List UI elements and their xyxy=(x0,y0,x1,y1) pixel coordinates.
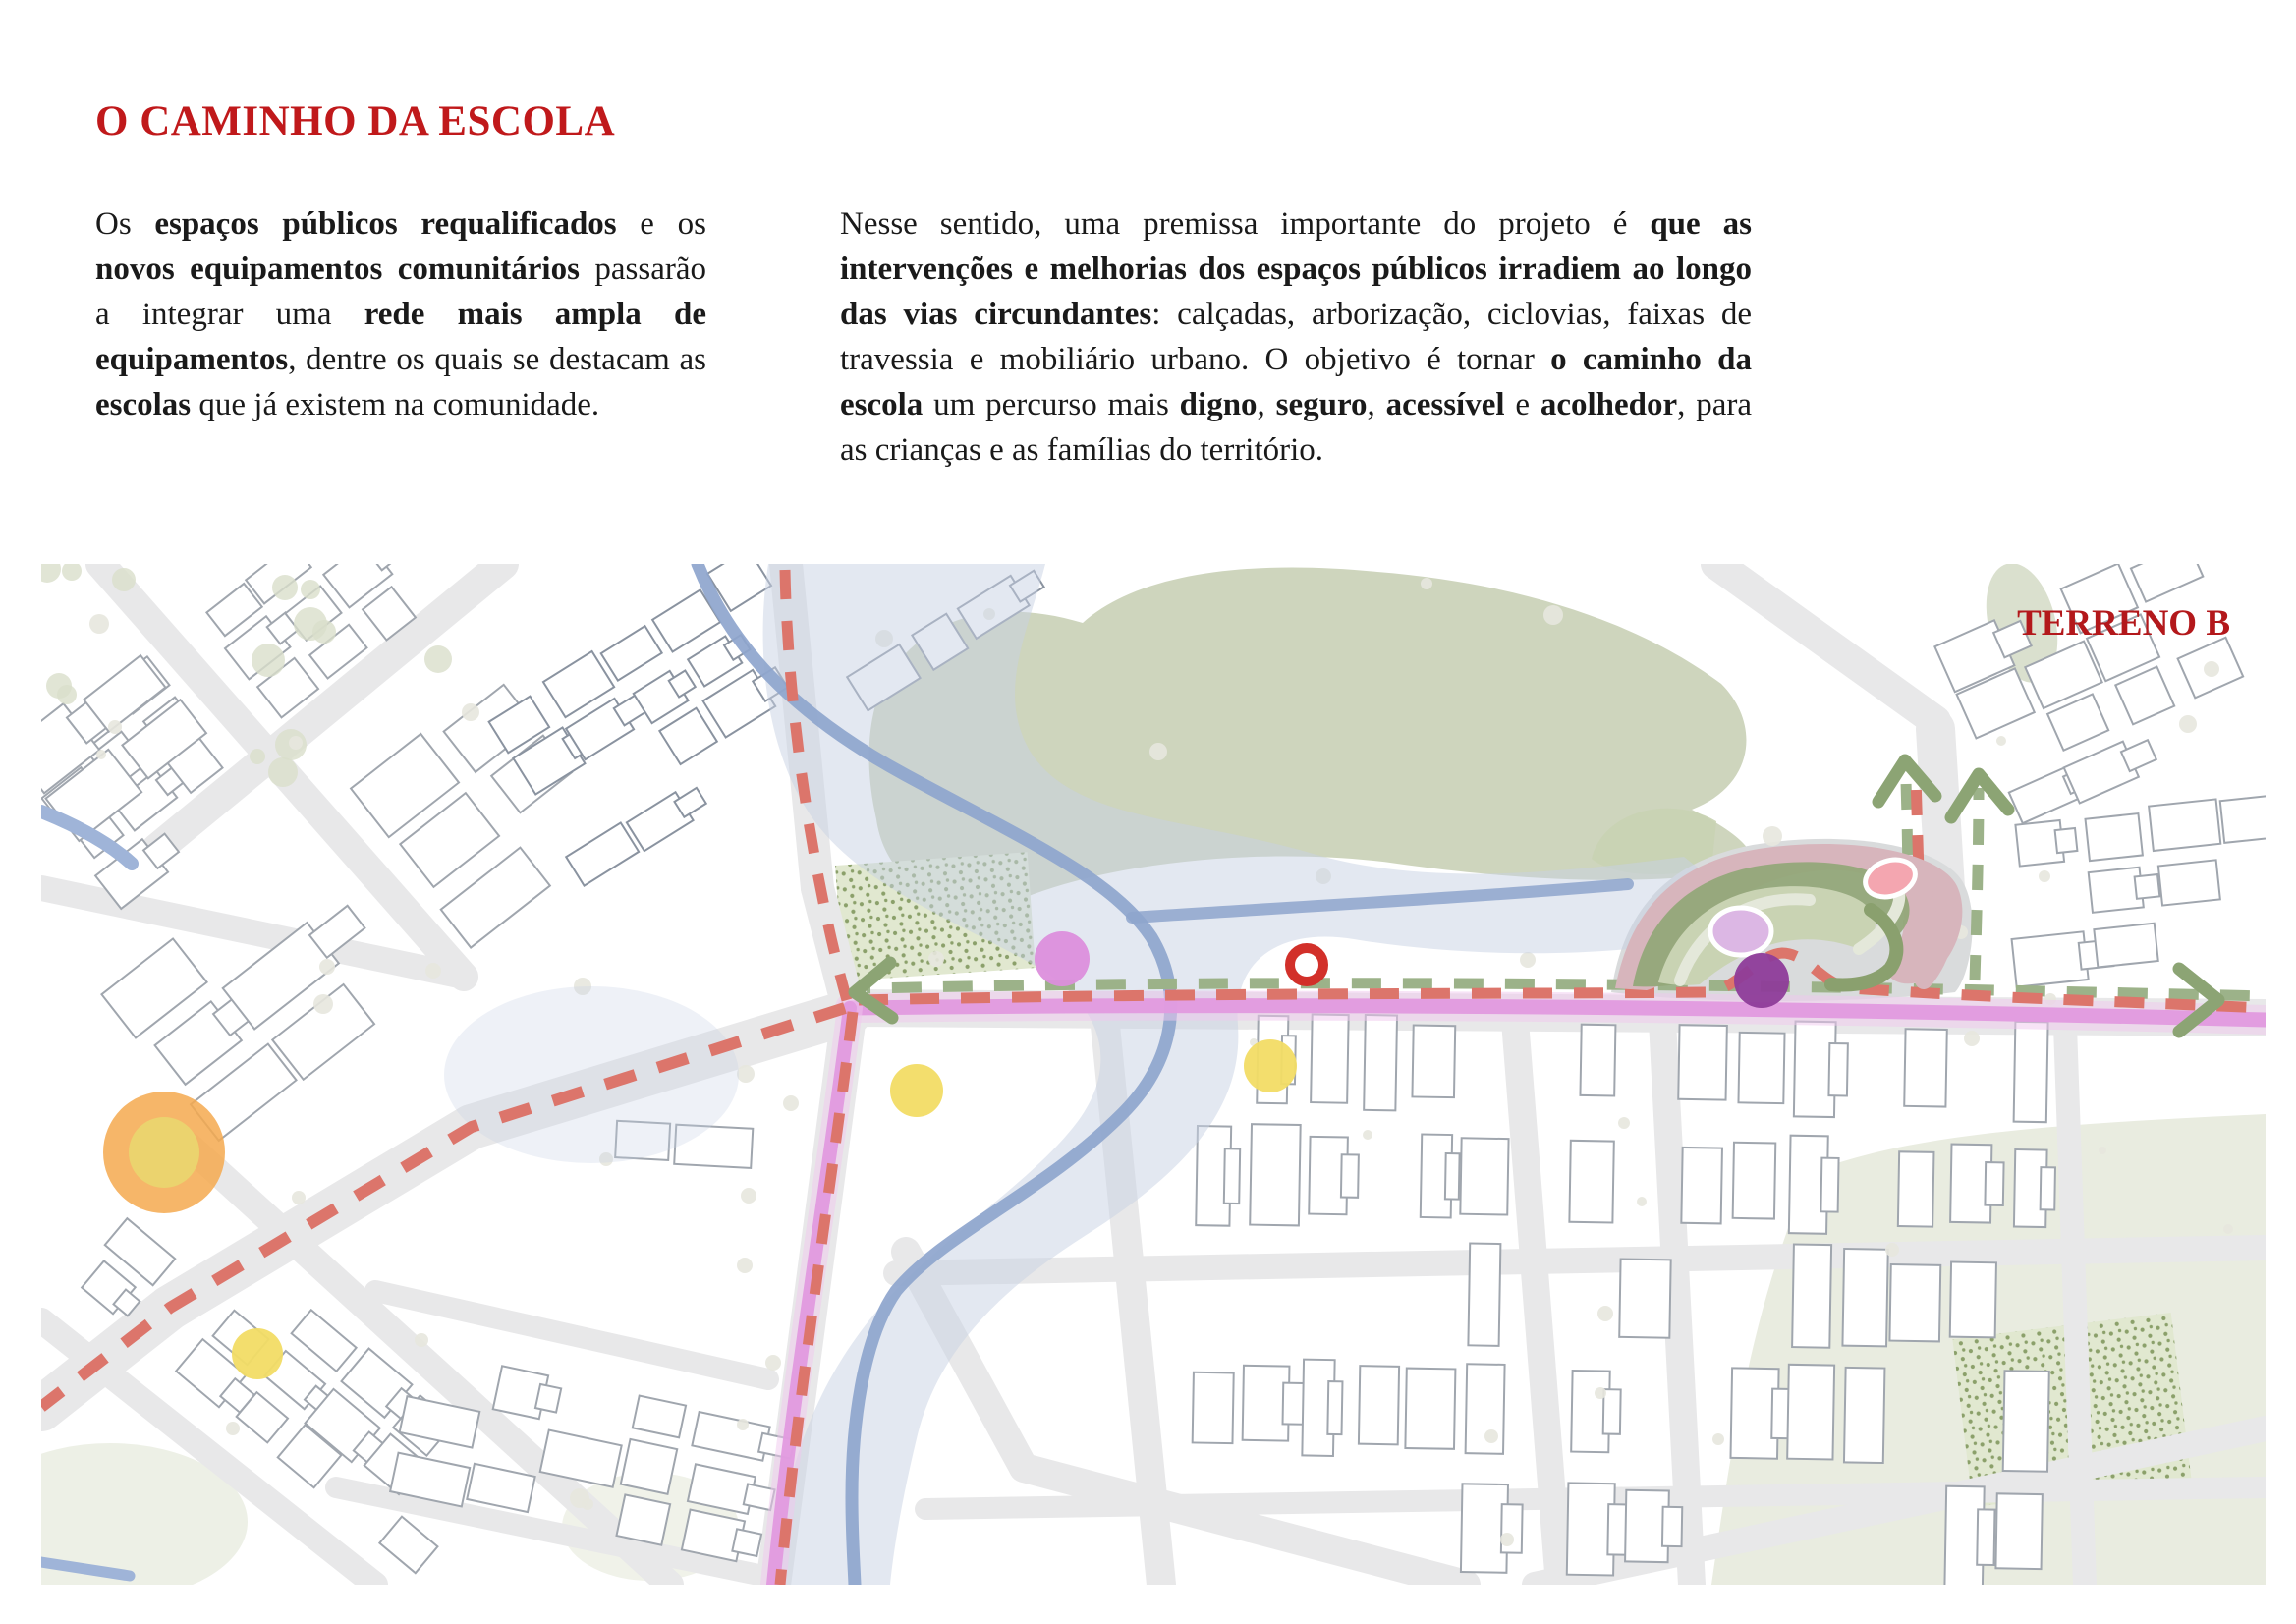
yellow-marker xyxy=(890,1064,943,1117)
park-lilac-pond xyxy=(1710,908,1771,955)
body-text-column-2: Nesse sentido, uma premissa importante do projeto é que as intervenções e melhorias dos espaços públicos irradiem ao longo das vias circundantes: calçadas, arborização, ciclovias, faixas de travessia e mobiliário urbano. O objetivo é tornar o caminho da escola um percurso mais digno, seguro, acessível e acolhedor, para as crianças e as famílias do território. xyxy=(840,206,1753,468)
masterplan-map xyxy=(41,564,2266,1585)
red-ring-marker xyxy=(1290,948,1323,981)
orange-glow-marker xyxy=(103,1092,225,1213)
page-title: O CAMINHO DA ESCOLA xyxy=(95,97,616,144)
orchid-marker xyxy=(1035,931,1090,986)
body-text-column-1: Os espaços públicos requalificados e os novos equipamentos comunitários passarão a integrar uma rede mais ampla de equipamentos, dentre os quais se destacam as escolas que já existem na comunidade. xyxy=(95,206,706,422)
terreno-b-label: TERRENO B xyxy=(2017,603,2230,644)
purple-marker xyxy=(1734,953,1789,1008)
yellow-marker xyxy=(232,1328,283,1379)
yellow-marker xyxy=(1244,1039,1297,1092)
